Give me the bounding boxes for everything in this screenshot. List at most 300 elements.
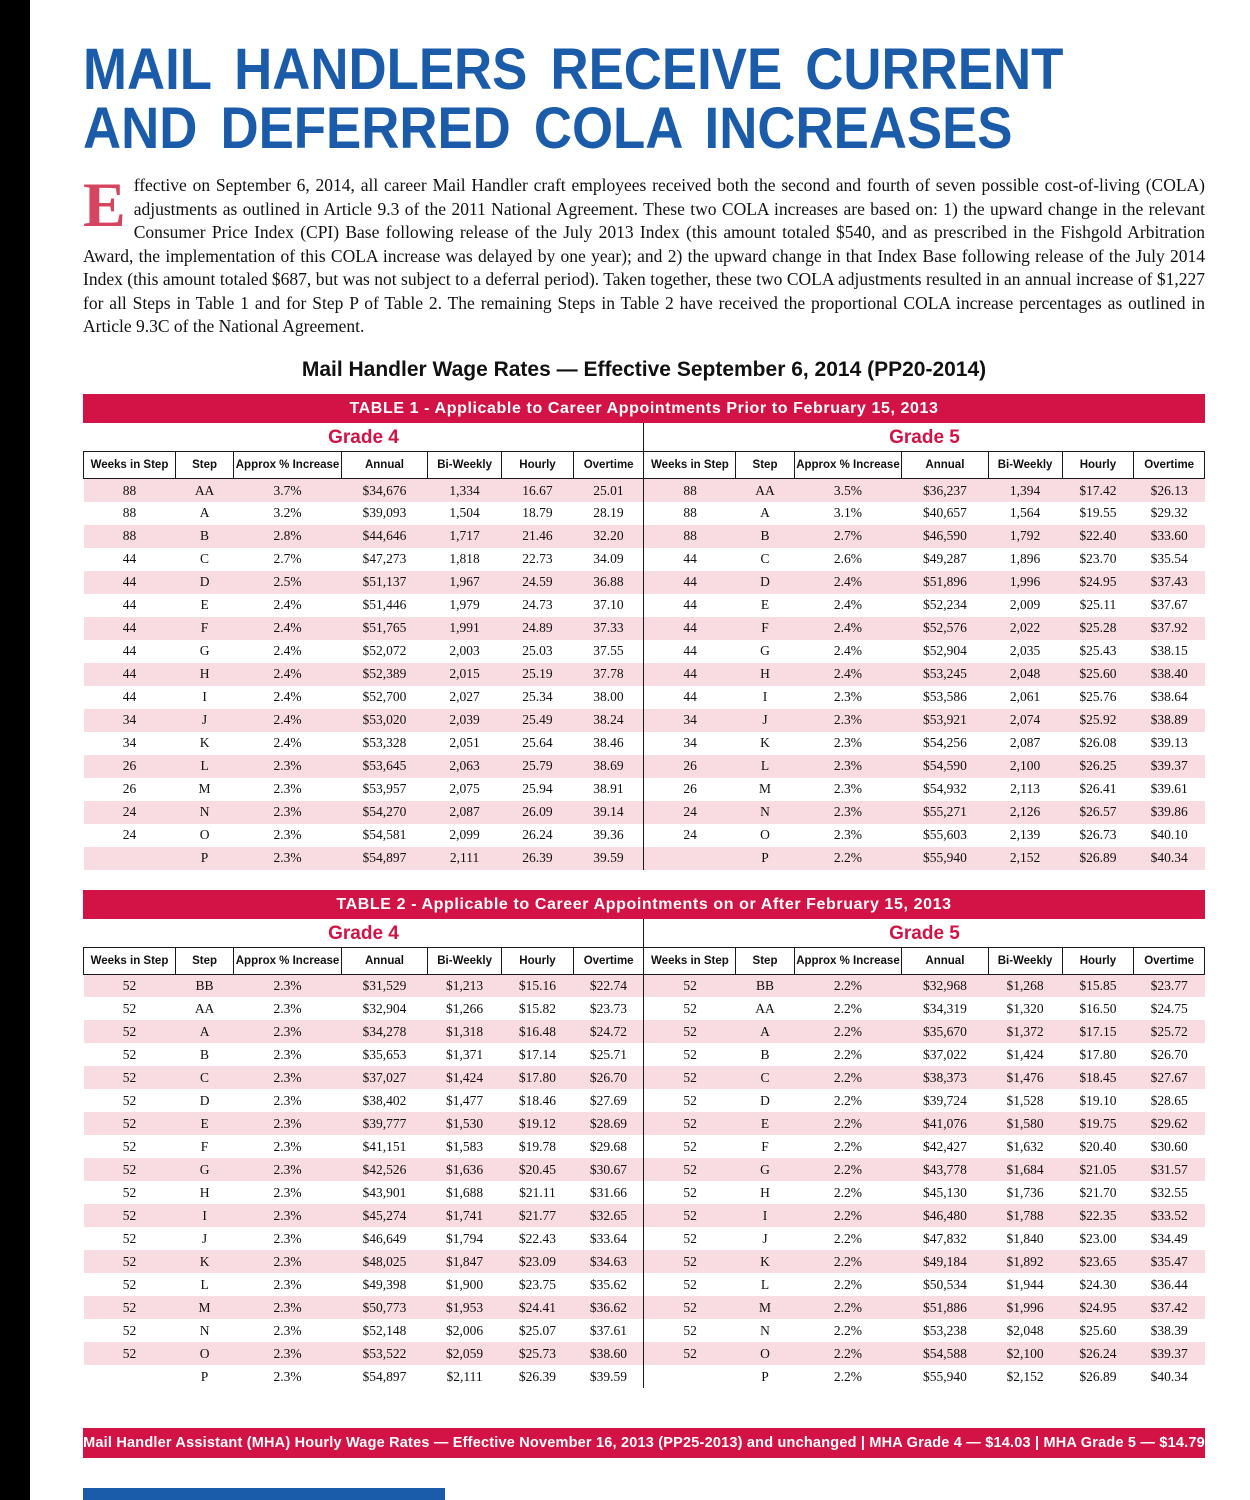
table-cell: $25.43 bbox=[1062, 640, 1134, 663]
table-cell: $2,100 bbox=[988, 1342, 1062, 1365]
table-cell: $52,576 bbox=[902, 617, 988, 640]
table-cell: 2.2% bbox=[794, 1089, 902, 1112]
table-cell: 44 bbox=[644, 686, 736, 709]
table-cell: $35.62 bbox=[573, 1273, 644, 1296]
table-cell: 38.24 bbox=[573, 709, 644, 732]
table-cell: $39.59 bbox=[573, 1365, 644, 1388]
table-cell: 2.3% bbox=[234, 824, 342, 847]
table-cell: 2.2% bbox=[794, 997, 902, 1020]
table-cell: $1,794 bbox=[428, 1227, 502, 1250]
table-cell: 44 bbox=[644, 617, 736, 640]
table-row bbox=[84, 1273, 1205, 1296]
table-cell: $23.77 bbox=[1134, 974, 1205, 997]
table-cell: $26.39 bbox=[502, 1365, 574, 1388]
table-cell: 26.39 bbox=[502, 847, 574, 870]
table-cell: $40.34 bbox=[1134, 1365, 1205, 1388]
table-cell: 2,074 bbox=[988, 709, 1062, 732]
table-cell: 2,113 bbox=[988, 778, 1062, 801]
table-cell: $25.60 bbox=[1062, 663, 1134, 686]
table-cell: $37,022 bbox=[902, 1043, 988, 1066]
table-cell: 52 bbox=[84, 1319, 176, 1342]
table-row bbox=[84, 479, 1205, 502]
table-cell: 44 bbox=[644, 594, 736, 617]
table-cell: 26.24 bbox=[502, 824, 574, 847]
table-cell: 26 bbox=[644, 755, 736, 778]
table-cell: N bbox=[736, 801, 794, 824]
table-2-block bbox=[83, 890, 1205, 1389]
column-header: Annual bbox=[902, 452, 988, 479]
table-cell: $55,271 bbox=[902, 801, 988, 824]
table-cell: 44 bbox=[644, 663, 736, 686]
column-header: Bi-Weekly bbox=[988, 947, 1062, 974]
table-cell: 2.4% bbox=[794, 617, 902, 640]
page-title bbox=[83, 37, 1104, 162]
table-cell: I bbox=[736, 1204, 794, 1227]
table-cell: $35,653 bbox=[341, 1043, 427, 1066]
column-header: Overtime bbox=[1134, 947, 1205, 974]
table-cell: 2,022 bbox=[988, 617, 1062, 640]
table-cell: A bbox=[175, 502, 233, 525]
table-cell: 2.3% bbox=[234, 1043, 342, 1066]
table-cell: $55,940 bbox=[902, 1365, 988, 1388]
table-cell: D bbox=[175, 571, 233, 594]
table-cell: 52 bbox=[84, 974, 176, 997]
table-row bbox=[84, 1112, 1205, 1135]
table-1 bbox=[83, 423, 1205, 870]
table-cell: $21.05 bbox=[1062, 1158, 1134, 1181]
table-cell: $28.69 bbox=[573, 1112, 644, 1135]
table-cell: N bbox=[736, 1319, 794, 1342]
section-title: Mail Handler Wage Rates — Effective September 6, 2014 (PP20-2014) bbox=[301, 358, 987, 382]
table-cell: $18.45 bbox=[1062, 1066, 1134, 1089]
table-cell: $26.41 bbox=[1062, 778, 1134, 801]
table-cell: 44 bbox=[84, 594, 176, 617]
table-cell: 44 bbox=[644, 640, 736, 663]
table-cell: 25.03 bbox=[502, 640, 574, 663]
table-cell: D bbox=[736, 571, 794, 594]
table-row bbox=[84, 1296, 1205, 1319]
table-cell: $15.82 bbox=[502, 997, 574, 1020]
table-row bbox=[84, 1204, 1205, 1227]
table-cell: $1,688 bbox=[428, 1181, 502, 1204]
table-cell: $1,424 bbox=[428, 1066, 502, 1089]
table-cell: $1,583 bbox=[428, 1135, 502, 1158]
table-cell: $39.86 bbox=[1134, 801, 1205, 824]
table-cell: $38.60 bbox=[573, 1342, 644, 1365]
table-cell: $21.11 bbox=[502, 1181, 574, 1204]
table-cell: 24.59 bbox=[502, 571, 574, 594]
table-cell: $26.89 bbox=[1062, 1365, 1134, 1388]
table-cell: 26.09 bbox=[502, 801, 574, 824]
mha-wage-footer-bar: Mail Handler Assistant (MHA) Hourly Wage Rates — Effective November 16, 2013 (PP25-2013) and unchanged | MHA Grade 4 — $14.03 | MHA Grade 5 — $14.79 bbox=[83, 1428, 1205, 1458]
table-cell: I bbox=[175, 686, 233, 709]
table-cell: $1,636 bbox=[428, 1158, 502, 1181]
table-cell: 38.46 bbox=[573, 732, 644, 755]
table-2 bbox=[83, 919, 1205, 1389]
table-cell: $50,773 bbox=[341, 1296, 427, 1319]
table-cell: 2.2% bbox=[794, 1273, 902, 1296]
table-cell: $1,477 bbox=[428, 1089, 502, 1112]
left-black-strip bbox=[0, 0, 30, 1500]
table-cell: $49,287 bbox=[902, 548, 988, 571]
table-cell: 2.3% bbox=[234, 801, 342, 824]
table-row bbox=[84, 571, 1205, 594]
table-cell: 28.19 bbox=[573, 502, 644, 525]
table-cell: 39.14 bbox=[573, 801, 644, 824]
table-cell: 2.3% bbox=[234, 1296, 342, 1319]
table-row bbox=[84, 824, 1205, 847]
table-cell: $2,111 bbox=[428, 1365, 502, 1388]
table-cell: $39,777 bbox=[341, 1112, 427, 1135]
table-cell: $36.44 bbox=[1134, 1273, 1205, 1296]
table-cell bbox=[84, 1365, 176, 1388]
table-cell: 1,564 bbox=[988, 502, 1062, 525]
table-cell: 3.7% bbox=[234, 479, 342, 502]
table-cell: 2,087 bbox=[428, 801, 502, 824]
table-cell: 52 bbox=[84, 1158, 176, 1181]
table-cell: E bbox=[736, 1112, 794, 1135]
table-cell: E bbox=[175, 594, 233, 617]
table-cell: 52 bbox=[84, 1066, 176, 1089]
table-cell: $19.55 bbox=[1062, 502, 1134, 525]
table-cell: $54,897 bbox=[341, 1365, 427, 1388]
table-cell: $55,940 bbox=[902, 847, 988, 870]
table-cell: $37.61 bbox=[573, 1319, 644, 1342]
table-cell: $37.92 bbox=[1134, 617, 1205, 640]
table-cell: $53,238 bbox=[902, 1319, 988, 1342]
table-cell: $23.65 bbox=[1062, 1250, 1134, 1273]
table-cell: 2.2% bbox=[794, 1158, 902, 1181]
table-cell: 2.3% bbox=[234, 1342, 342, 1365]
table-cell: 52 bbox=[84, 1089, 176, 1112]
table-row bbox=[84, 663, 1205, 686]
table-cell: $46,480 bbox=[902, 1204, 988, 1227]
table-cell: 25.34 bbox=[502, 686, 574, 709]
table-cell: H bbox=[175, 663, 233, 686]
table-cell: 25.94 bbox=[502, 778, 574, 801]
column-header: Approx % Increase bbox=[234, 947, 342, 974]
table-cell: E bbox=[175, 1112, 233, 1135]
table-cell: $34.63 bbox=[573, 1250, 644, 1273]
table-cell: 2.3% bbox=[234, 1066, 342, 1089]
table-cell: 2.4% bbox=[794, 571, 902, 594]
table-cell: $51,886 bbox=[902, 1296, 988, 1319]
table-cell: $17.15 bbox=[1062, 1020, 1134, 1043]
table-cell: 1,792 bbox=[988, 525, 1062, 548]
column-header: Overtime bbox=[573, 947, 644, 974]
table-cell: J bbox=[736, 1227, 794, 1250]
column-header: Weeks in Step bbox=[84, 452, 176, 479]
table-cell: 36.88 bbox=[573, 571, 644, 594]
table-cell: $31.66 bbox=[573, 1181, 644, 1204]
table-cell: 21.46 bbox=[502, 525, 574, 548]
table-cell: 44 bbox=[84, 548, 176, 571]
table-cell: $26.89 bbox=[1062, 847, 1134, 870]
table-cell: G bbox=[736, 640, 794, 663]
table-cell: $45,274 bbox=[341, 1204, 427, 1227]
table-cell: $27.69 bbox=[573, 1089, 644, 1112]
table-cell: $25.72 bbox=[1134, 1020, 1205, 1043]
table-row bbox=[84, 732, 1205, 755]
table-cell: $52,148 bbox=[341, 1319, 427, 1342]
table-row bbox=[84, 997, 1205, 1020]
table-cell: 52 bbox=[644, 1204, 736, 1227]
table-cell: K bbox=[175, 732, 233, 755]
table-cell: 39.36 bbox=[573, 824, 644, 847]
column-header: Weeks in Step bbox=[84, 947, 176, 974]
table-cell: $39.37 bbox=[1134, 1342, 1205, 1365]
table-cell: M bbox=[175, 778, 233, 801]
table-cell: 52 bbox=[644, 997, 736, 1020]
table-cell: $22.40 bbox=[1062, 525, 1134, 548]
table-cell: $1,892 bbox=[988, 1250, 1062, 1273]
table-cell: $37.67 bbox=[1134, 594, 1205, 617]
table-cell: 16.67 bbox=[502, 479, 574, 502]
table-cell: 44 bbox=[84, 686, 176, 709]
table-cell: 52 bbox=[644, 1135, 736, 1158]
table-cell: B bbox=[736, 525, 794, 548]
table-cell: $22.35 bbox=[1062, 1204, 1134, 1227]
table-cell: BB bbox=[736, 974, 794, 997]
table-cell: 2.2% bbox=[794, 1066, 902, 1089]
table-cell: $43,778 bbox=[902, 1158, 988, 1181]
table-cell: 2.5% bbox=[234, 571, 342, 594]
table-cell: $22.43 bbox=[502, 1227, 574, 1250]
table-cell: $1,266 bbox=[428, 997, 502, 1020]
table-cell: 2.4% bbox=[234, 640, 342, 663]
table-cell: $1,996 bbox=[988, 1296, 1062, 1319]
column-header: Bi-Weekly bbox=[428, 947, 502, 974]
table-cell: 2.2% bbox=[794, 847, 902, 870]
table-cell: 2,063 bbox=[428, 755, 502, 778]
table-cell: 2.4% bbox=[234, 617, 342, 640]
table-row bbox=[84, 594, 1205, 617]
table-cell: $31,529 bbox=[341, 974, 427, 997]
table-cell: $54,590 bbox=[902, 755, 988, 778]
table-cell: J bbox=[175, 709, 233, 732]
table-cell: $38.39 bbox=[1134, 1319, 1205, 1342]
table-cell: $30.60 bbox=[1134, 1135, 1205, 1158]
table-cell: K bbox=[736, 1250, 794, 1273]
table-cell: 88 bbox=[644, 479, 736, 502]
table-cell: 2.3% bbox=[234, 974, 342, 997]
table-cell: 88 bbox=[84, 479, 176, 502]
table-cell: 1,334 bbox=[428, 479, 502, 502]
table-cell: 26 bbox=[84, 755, 176, 778]
table-row bbox=[84, 1319, 1205, 1342]
table-cell: AA bbox=[736, 479, 794, 502]
table-cell: $51,137 bbox=[341, 571, 427, 594]
table-cell: $25.92 bbox=[1062, 709, 1134, 732]
table-cell: $26.70 bbox=[1134, 1043, 1205, 1066]
table-cell: $53,921 bbox=[902, 709, 988, 732]
table-cell: $2,059 bbox=[428, 1342, 502, 1365]
table-cell: $38,373 bbox=[902, 1066, 988, 1089]
table-cell: $30.67 bbox=[573, 1158, 644, 1181]
table-cell: 26 bbox=[84, 778, 176, 801]
table-cell: $34,676 bbox=[341, 479, 427, 502]
table-cell: 44 bbox=[84, 571, 176, 594]
table-cell: 2.2% bbox=[794, 974, 902, 997]
table-row bbox=[84, 1043, 1205, 1066]
table-cell: B bbox=[175, 1043, 233, 1066]
table-cell: $25.60 bbox=[1062, 1319, 1134, 1342]
table-cell: $19.75 bbox=[1062, 1112, 1134, 1135]
table-cell: $1,268 bbox=[988, 974, 1062, 997]
table-row bbox=[84, 778, 1205, 801]
table-cell: $1,741 bbox=[428, 1204, 502, 1227]
table-cell: $42,427 bbox=[902, 1135, 988, 1158]
table-cell: 1,967 bbox=[428, 571, 502, 594]
table-cell: $1,684 bbox=[988, 1158, 1062, 1181]
table-cell: $32.55 bbox=[1134, 1181, 1205, 1204]
table-cell: $54,270 bbox=[341, 801, 427, 824]
table-cell: $1,788 bbox=[988, 1204, 1062, 1227]
table-cell: K bbox=[175, 1250, 233, 1273]
table-cell: 2,048 bbox=[988, 663, 1062, 686]
table-cell: $26.57 bbox=[1062, 801, 1134, 824]
table-cell: 2.4% bbox=[794, 640, 902, 663]
table-cell: G bbox=[175, 1158, 233, 1181]
table-row bbox=[84, 801, 1205, 824]
table-cell: 2.3% bbox=[234, 1227, 342, 1250]
table-cell: $29.62 bbox=[1134, 1112, 1205, 1135]
table-cell: $54,256 bbox=[902, 732, 988, 755]
table-cell: 2,039 bbox=[428, 709, 502, 732]
table-cell: 88 bbox=[84, 502, 176, 525]
column-header: Approx % Increase bbox=[234, 452, 342, 479]
table-cell: $17.80 bbox=[1062, 1043, 1134, 1066]
table-cell: 52 bbox=[84, 1227, 176, 1250]
column-header-row bbox=[84, 947, 1205, 974]
table-cell: 24.73 bbox=[502, 594, 574, 617]
table-cell: 2.4% bbox=[234, 709, 342, 732]
column-header: Step bbox=[736, 452, 794, 479]
table-cell: $27.67 bbox=[1134, 1066, 1205, 1089]
table-cell: $25.71 bbox=[573, 1043, 644, 1066]
table-cell: $45,130 bbox=[902, 1181, 988, 1204]
table-cell: $24.95 bbox=[1062, 1296, 1134, 1319]
table-cell: $39,093 bbox=[341, 502, 427, 525]
table-cell: $1,580 bbox=[988, 1112, 1062, 1135]
column-header: Annual bbox=[902, 947, 988, 974]
table-cell: P bbox=[736, 1365, 794, 1388]
table-row bbox=[84, 525, 1205, 548]
table-cell: H bbox=[175, 1181, 233, 1204]
table-cell: 2.7% bbox=[794, 525, 902, 548]
table-cell: G bbox=[175, 640, 233, 663]
table-cell: $1,476 bbox=[988, 1066, 1062, 1089]
table-cell: C bbox=[175, 1066, 233, 1089]
table-cell: $1,424 bbox=[988, 1043, 1062, 1066]
table-cell: $54,588 bbox=[902, 1342, 988, 1365]
table-cell: 2.4% bbox=[794, 663, 902, 686]
table-cell: $33.60 bbox=[1134, 525, 1205, 548]
table-cell: 2.3% bbox=[234, 1158, 342, 1181]
table-cell: $2,152 bbox=[988, 1365, 1062, 1388]
table-cell: $39.37 bbox=[1134, 755, 1205, 778]
table-cell: F bbox=[175, 1135, 233, 1158]
table-cell: 25.49 bbox=[502, 709, 574, 732]
table-cell: 2,152 bbox=[988, 847, 1062, 870]
table-row bbox=[84, 1158, 1205, 1181]
table-cell: B bbox=[736, 1043, 794, 1066]
table-cell: N bbox=[175, 801, 233, 824]
table-cell: 52 bbox=[84, 1273, 176, 1296]
table-cell: 38.69 bbox=[573, 755, 644, 778]
table-cell: 37.55 bbox=[573, 640, 644, 663]
table-cell: 34 bbox=[84, 709, 176, 732]
table-cell: $1,847 bbox=[428, 1250, 502, 1273]
table-cell: $37.43 bbox=[1134, 571, 1205, 594]
table-cell: P bbox=[736, 847, 794, 870]
table-cell bbox=[644, 847, 736, 870]
table-cell: 2.3% bbox=[794, 732, 902, 755]
table-cell: 18.79 bbox=[502, 502, 574, 525]
table-cell: $47,273 bbox=[341, 548, 427, 571]
table-cell: 52 bbox=[84, 1342, 176, 1365]
table-cell: F bbox=[736, 1135, 794, 1158]
table-cell: $41,076 bbox=[902, 1112, 988, 1135]
table-cell: 52 bbox=[644, 1181, 736, 1204]
table-cell: $42,526 bbox=[341, 1158, 427, 1181]
column-header: Weeks in Step bbox=[644, 947, 736, 974]
table-cell: 25.19 bbox=[502, 663, 574, 686]
column-header: Overtime bbox=[573, 452, 644, 479]
table-cell: 2,087 bbox=[988, 732, 1062, 755]
table-cell: $26.73 bbox=[1062, 824, 1134, 847]
table-cell: F bbox=[736, 617, 794, 640]
table-row bbox=[84, 1089, 1205, 1112]
table-cell: AA bbox=[175, 997, 233, 1020]
table-cell: 2,009 bbox=[988, 594, 1062, 617]
table-cell: 2,051 bbox=[428, 732, 502, 755]
table-cell: 2.3% bbox=[234, 1112, 342, 1135]
table-cell: 34 bbox=[644, 732, 736, 755]
intro-paragraph bbox=[83, 169, 1205, 338]
column-header: Bi-Weekly bbox=[428, 452, 502, 479]
table-cell: 2.2% bbox=[794, 1365, 902, 1388]
grade-4-label: Grade 4 bbox=[328, 427, 399, 449]
table-cell: I bbox=[175, 1204, 233, 1227]
table-cell: 1,991 bbox=[428, 617, 502, 640]
table-cell: A bbox=[175, 1020, 233, 1043]
table-cell: $35,670 bbox=[902, 1020, 988, 1043]
table-cell: L bbox=[175, 755, 233, 778]
table-cell: $25.76 bbox=[1062, 686, 1134, 709]
table-cell: 2,139 bbox=[988, 824, 1062, 847]
table-cell: 2.3% bbox=[234, 1273, 342, 1296]
column-header: Approx % Increase bbox=[794, 452, 902, 479]
table-cell: 37.10 bbox=[573, 594, 644, 617]
table-cell: J bbox=[736, 709, 794, 732]
table-cell: 2.3% bbox=[234, 755, 342, 778]
table-row bbox=[84, 1250, 1205, 1273]
table-cell: $1,840 bbox=[988, 1227, 1062, 1250]
column-header: Step bbox=[175, 452, 233, 479]
table-cell: $24.72 bbox=[573, 1020, 644, 1043]
table-cell: $34,278 bbox=[341, 1020, 427, 1043]
table-cell: 32.20 bbox=[573, 525, 644, 548]
table-cell: $19.10 bbox=[1062, 1089, 1134, 1112]
table-cell: $26.70 bbox=[573, 1066, 644, 1089]
table-cell: 24 bbox=[84, 801, 176, 824]
table-cell: 2.3% bbox=[794, 755, 902, 778]
table-cell: F bbox=[175, 617, 233, 640]
table-cell: 2.3% bbox=[794, 824, 902, 847]
table-cell: D bbox=[175, 1089, 233, 1112]
table-cell: 52 bbox=[644, 1089, 736, 1112]
